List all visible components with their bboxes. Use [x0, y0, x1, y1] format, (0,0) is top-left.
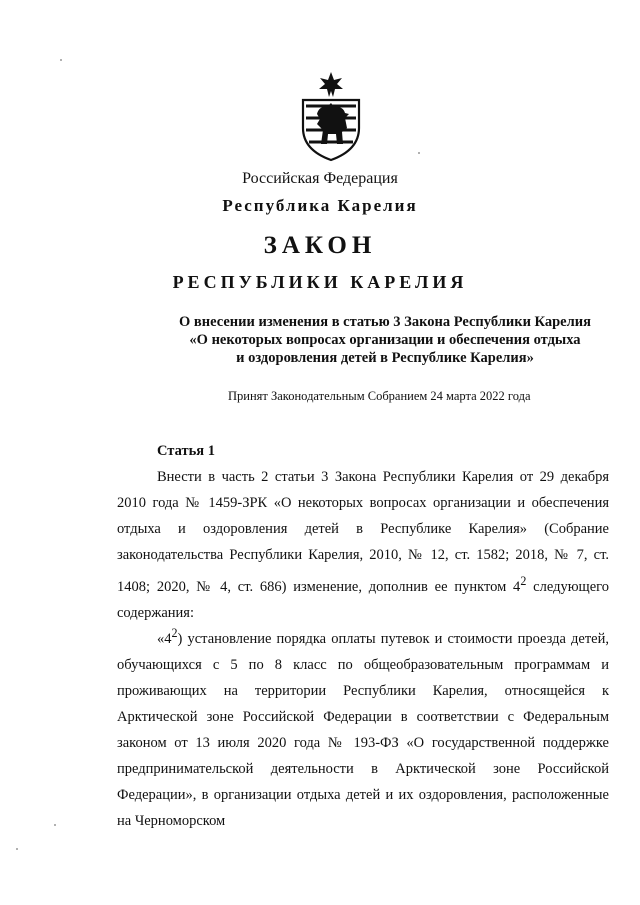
paragraph-2-text-start: «4	[157, 630, 172, 647]
article-paragraph-2	[117, 620, 609, 834]
paragraph-1-superscript: 2	[520, 574, 527, 588]
article-heading: Статья 1	[157, 443, 215, 459]
paragraph-2-text: ) установление порядка оплаты путевок и стоимости проезда детей, обучающихся с 5 по 8 класс по общеобразовательным программам и проживающих на территории Республики Карелия, относящейся к Арктической зоне Российской Федерации в соответствии с Федеральным законом от 13 июля 2020 года № 193-ФЗ «О государственной поддержке предпринимательской деятельности в Арктической зоне Российской Федерации», в организации отдыха детей и их оздоровления, расположенные на Черноморском	[117, 630, 609, 829]
paragraph-1-text: Внести в часть 2 статьи 3 Закона Республики Карелия от 29 декабря 2010 года № 1459-ЗРК «О некоторых вопросах организации и обеспечения отдыха и оздоровления детей в Республике Карелия» (Собрание законодательства Республики Карелия, 2010, № 12, ст. 1582; 2018, № 7, ст. 1408; 2020, № 4, ст. 686) изменение, дополнив ее пунктом 4	[117, 469, 609, 595]
scan-speck	[16, 848, 18, 850]
adoption-note: Принят Законодательным Собранием 24 марта 2022 года	[228, 389, 531, 403]
karelia-coat-of-arms-icon	[295, 70, 367, 162]
act-title-line-1: О внесении изменения в статью 3 Закона Республики Карелия	[179, 314, 591, 330]
federation-name: Российская Федерация	[242, 170, 398, 187]
republic-name: Республика Карелия	[222, 196, 418, 215]
scan-speck	[418, 152, 420, 154]
scan-speck	[60, 59, 62, 61]
article-paragraph-1	[117, 464, 609, 626]
paragraph-2-superscript: 2	[171, 626, 178, 640]
act-title	[150, 313, 620, 367]
act-title-line-2: «О некоторых вопросах организации и обеспечения отдыха	[189, 332, 581, 348]
paragraph-1-text-end: следующего содержания:	[117, 578, 609, 621]
law-subtitle: РЕСПУБЛИКИ КАРЕЛИЯ	[172, 272, 468, 292]
scan-speck	[54, 824, 56, 826]
law-title: ЗАКОН	[263, 232, 377, 259]
act-title-line-3: и оздоровления детей в Республике Карелия»	[236, 350, 534, 366]
